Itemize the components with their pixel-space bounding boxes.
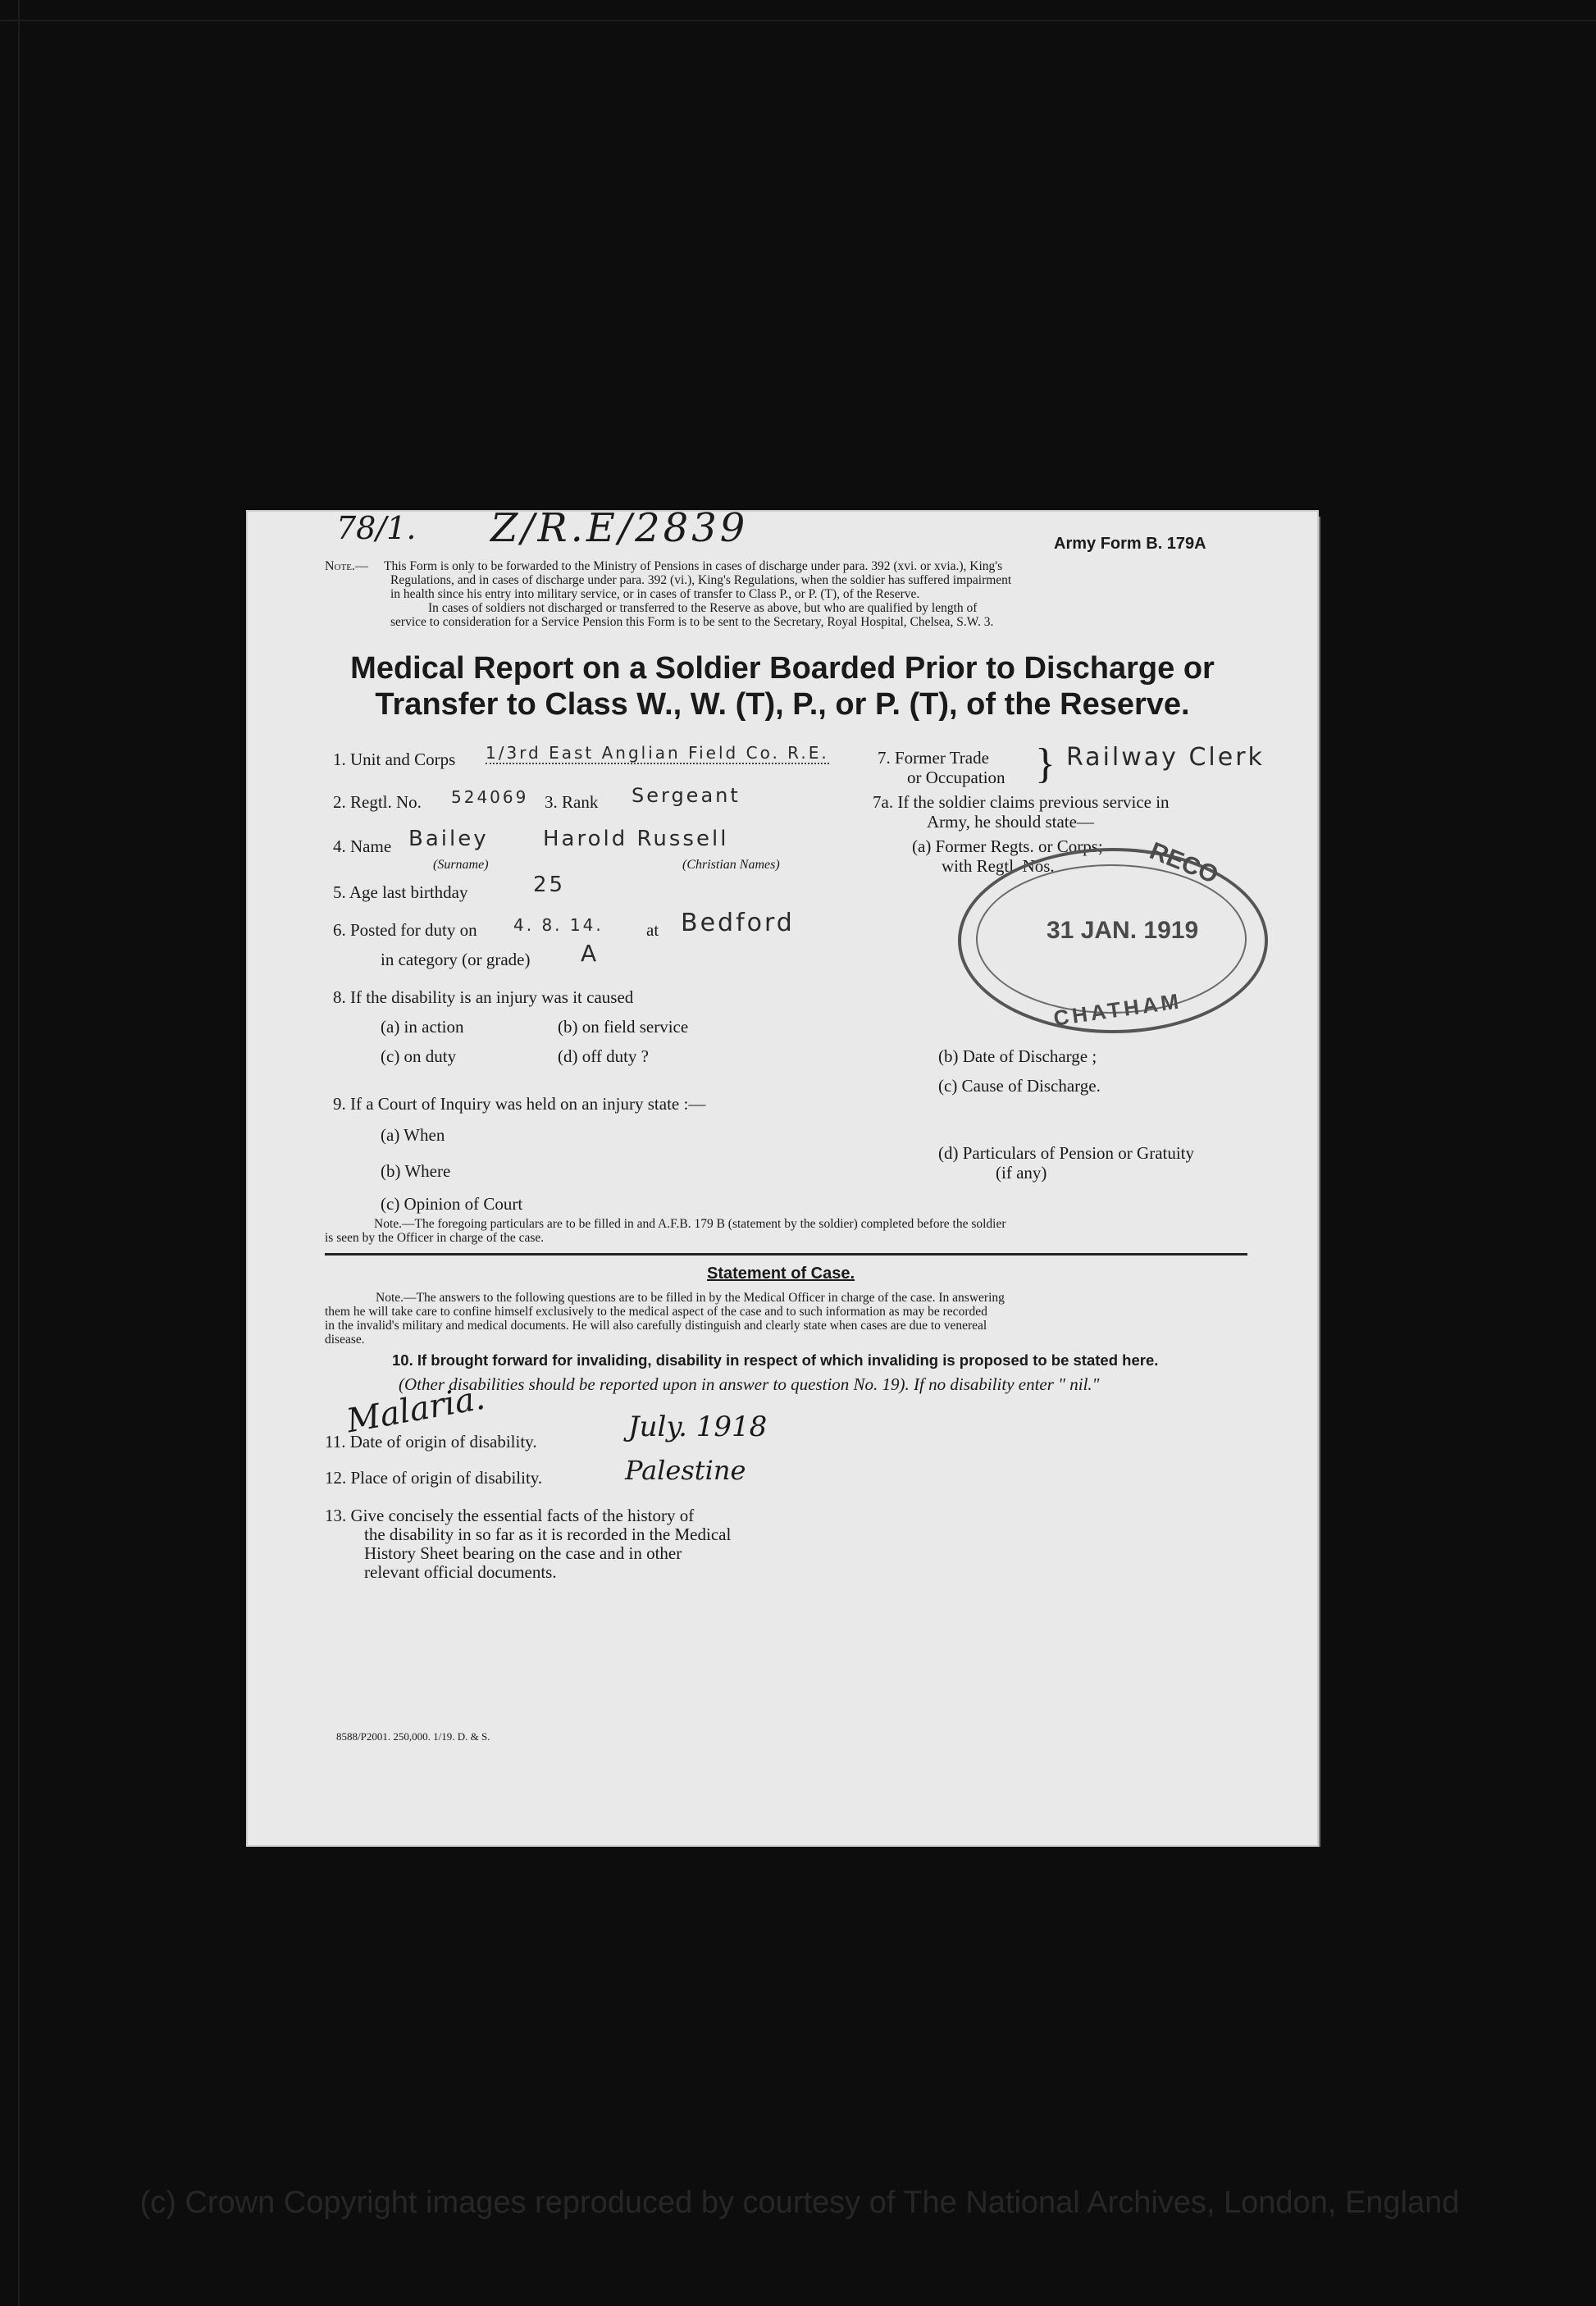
q13-line: 13. Give concisely the essential facts of the history of [325,1506,695,1525]
q12-label: 12. Place of origin of disability. [325,1468,543,1488]
field-9-label: 9. If a Court of Inquiry was held on an injury state :— [333,1094,706,1114]
field-2-value: 524069 [451,787,529,807]
note-mid-line: Note.—The foregoing particulars are to be filled in and A.F.B. 179 B (statement by the soldier) completed before the soldier [374,1217,1006,1231]
note-top-line: Regulations, and in cases of discharge under para. 392 (vi.), King's Regulations, when the soldier has suffered impairment [390,573,1012,587]
field-9-c: (c) Opinion of Court [381,1194,523,1214]
field-7a-label: 7a. If the soldier claims previous service in [873,792,1170,812]
field-9-b: (b) Where [381,1161,451,1181]
note-statement-line: disease. [325,1333,365,1347]
note-statement-line: in the invalid's military and medical documents. He will also carefully distinguish and clearly state when cases are due to venereal [325,1319,987,1333]
field-5-label: 5. Age last birthday [333,882,468,902]
q13-line: the disability in so far as it is recorded in the Medical [364,1524,732,1544]
field-1-label: 1. Unit and Corps [333,750,456,769]
note-statement-line: them he will take care to confine himself exclusively to the medical aspect of the case and to such information as may be recorded [325,1305,987,1319]
field-7-label-b: or Occupation [907,768,1005,787]
field-7-label-a: 7. Former Trade [878,748,989,768]
form-page [246,505,1319,1847]
field-3-label: 3. Rank [545,792,599,812]
field-8-d: (d) off duty ? [558,1046,649,1066]
field-7-value: Railway Clerk [1066,743,1265,772]
field-6-date: 4. 8. 14. [513,915,604,935]
field-8-b: (b) on field service [558,1017,689,1037]
stamp-date: 31 JAN. 1919 [1047,917,1199,944]
q10-label: 10. If brought forward for invaliding, disability in respect of which invaliding is proposed to be stated here. [392,1351,1159,1369]
statement-heading: Statement of Case. [707,1265,855,1283]
scan-frame-line [0,20,1596,21]
q12-answer: Palestine [625,1455,746,1486]
field-7d: (d) Particulars of Pension or Gratuity [938,1143,1195,1163]
q10-sub: (Other disabilities should be reported upon in answer to question No. 19). If no disability enter " nil." [399,1374,1100,1394]
field-4-surname: Bailey [408,827,489,851]
field-7a-a2: with Regtl. Nos. [942,856,1055,876]
note-top-line: This Form is only to be forwarded to the Ministry of Pensions in cases of discharge under para. 392 (xvi. or xvia.), King's [384,559,1003,573]
field-8-a: (a) in action [381,1017,464,1037]
handwritten-ref-a: 78/1. [336,510,417,546]
field-4-surname-caption: (Surname) [433,858,489,872]
field-7b: (b) Date of Discharge ; [938,1046,1097,1066]
form-title-line1: Medical Report on a Soldier Boarded Prior to Discharge or [350,651,1215,686]
handwritten-ref-b: Z/R.E/2839 [490,505,749,551]
copyright-watermark: (c) Crown Copyright images reproduced by courtesy of The National Archives, London, England [139,2185,1460,2220]
field-7a-label-b: Army, he should state— [927,812,1094,832]
field-6-category-label: in category (or grade) [381,950,531,969]
note-top-line: In cases of soldiers not discharged or transferred to the Reserve as above, but who are qualified by length of [428,601,978,615]
note-statement-line: Note.—The answers to the following questions are to be filled in by the Medical Officer in charge of the case. In answering [376,1291,1005,1305]
print-code: 8588/P2001. 250,000. 1/19. D. & S. [336,1730,490,1743]
stamp-top-text: RECO [1146,837,1222,890]
q11-label: 11. Date of origin of disability. [325,1432,537,1452]
brace-glyph: } [1035,741,1056,787]
q13-line: relevant official documents. [364,1562,557,1582]
form-title-line2: Transfer to Class W., W. (T), P., or P. (T), of the Reserve. [375,687,1190,722]
form-number: Army Form B. 179A [1054,535,1206,553]
field-8-c: (c) on duty [381,1046,457,1066]
q11-answer: July. 1918 [628,1410,768,1443]
field-7c: (c) Cause of Discharge. [938,1076,1101,1096]
field-6-at: at [646,920,659,940]
field-6-place: Bedford [681,909,795,937]
stamp-bottom-text: CHATHAM [1051,988,1183,1031]
field-8-label: 8. If the disability is an injury was it caused [333,987,634,1007]
field-2-label: 2. Regtl. No. [333,792,422,812]
q10-answer: Malaria. [344,1379,488,1441]
field-9-a: (a) When [381,1125,445,1145]
field-6-category-value: A [581,940,600,967]
q13-line: History Sheet bearing on the case and in other [364,1543,682,1563]
scan-frame-line [18,0,20,2306]
note-top-line: service to consideration for a Service Pension this Form is to be sent to the Secretary, Royal Hospital, Chelsea, S.W. 3. [390,615,994,629]
field-4-christian: Harold Russell [543,827,729,851]
note-mid-line: is seen by the Officer in charge of the case. [325,1231,545,1245]
note-top-label: Note.— [325,559,368,573]
section-divider [325,1253,1247,1256]
field-3-value: Sergeant [632,784,741,807]
field-4-christian-caption: (Christian Names) [682,858,780,872]
field-7d-b: (if any) [996,1163,1047,1183]
note-top-line: in health since his entry into military service, or in cases of transfer to Class P., or P. (T), of the Reserve. [390,587,920,601]
field-4-label: 4. Name [333,836,392,856]
field-1-value: 1/3rd East Anglian Field Co. R.E. [486,743,829,763]
field-7a-a: (a) Former Regts. or Corps; [912,836,1103,856]
field-5-value: 25 [533,873,566,897]
field-6-label: 6. Posted for duty on [333,920,477,940]
